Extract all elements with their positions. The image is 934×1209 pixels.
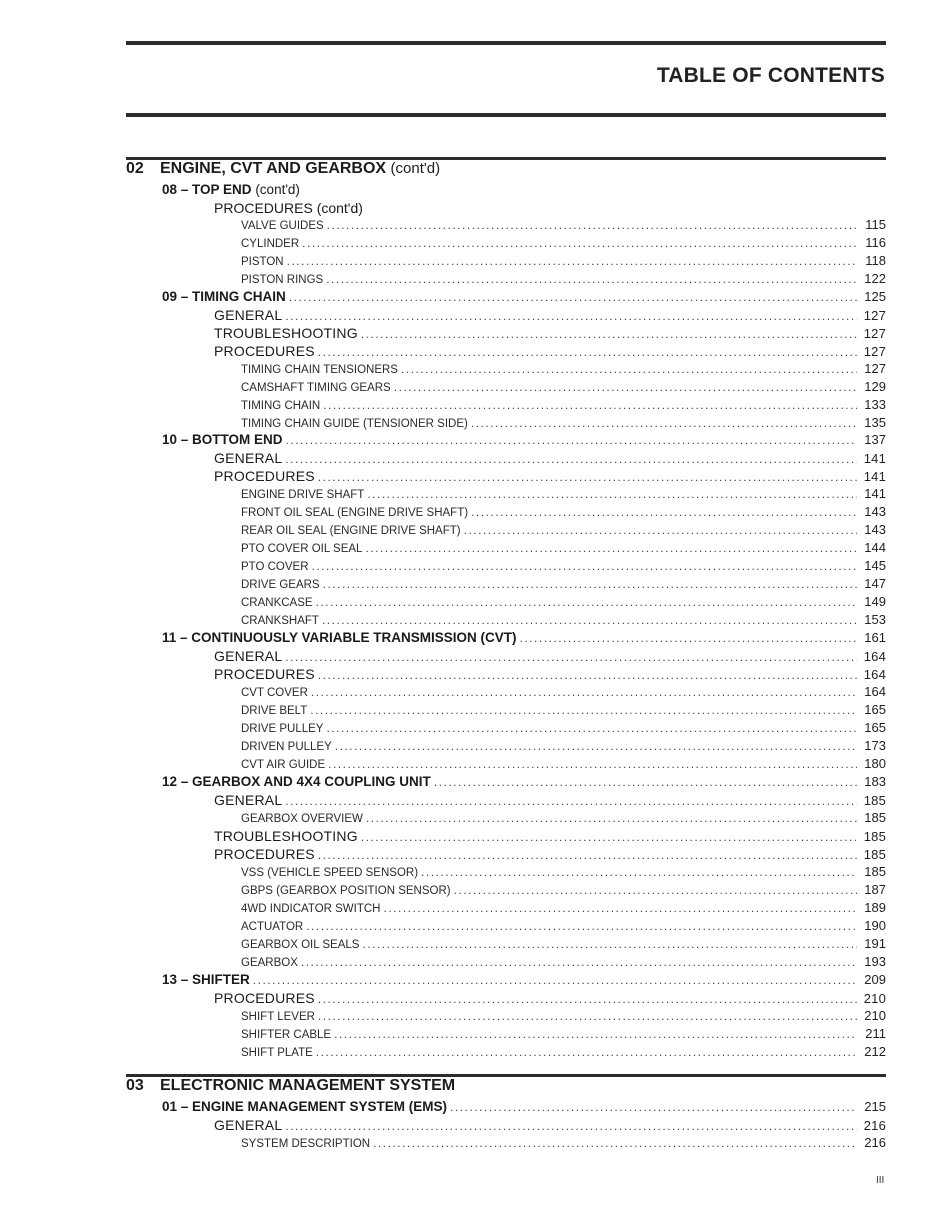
toc-entry-title: CYLINDER <box>241 238 300 250</box>
toc-entry-page: 127 <box>863 326 886 341</box>
page-title: TABLE OF CONTENTS <box>656 64 885 87</box>
toc-entry-page: 129 <box>864 379 886 394</box>
dot-leader <box>285 650 857 664</box>
toc-entry[interactable] <box>241 702 886 717</box>
section-number: 02 <box>126 160 144 177</box>
toc-entry-title: PROCEDURES <box>214 990 315 1006</box>
section-number: 03 <box>126 1077 144 1094</box>
dot-leader <box>316 1045 857 1059</box>
toc-entry-title: 09 – TIMING CHAIN <box>162 289 286 304</box>
toc-entry-title: GEARBOX <box>241 957 298 969</box>
toc-entry-page: 185 <box>863 793 886 808</box>
chapter-title: 08 – TOP END <box>162 182 252 197</box>
toc-entry-page: 125 <box>864 289 886 304</box>
toc-entry-title: SHIFT LEVER <box>241 1011 315 1023</box>
dot-leader <box>286 433 857 447</box>
toc-entry-title: PTO COVER <box>241 561 309 573</box>
toc-entry-page: 133 <box>864 397 886 412</box>
section-title: ELECTRONIC MANAGEMENT SYSTEM <box>160 1077 456 1094</box>
toc-entry-title: PROCEDURES <box>214 846 315 862</box>
toc-entry[interactable] <box>162 1099 886 1114</box>
toc-entry-title: PISTON RINGS <box>241 274 324 286</box>
section-cont: (cont'd) <box>390 160 441 177</box>
dot-leader <box>318 470 857 484</box>
toc-entry-page: 143 <box>864 522 886 537</box>
dot-leader <box>361 327 857 341</box>
toc-entry[interactable] <box>241 217 886 232</box>
toc-entry-title: GEARBOX OVERVIEW <box>241 813 363 825</box>
dot-leader <box>318 668 857 682</box>
toc-entry[interactable] <box>162 774 886 789</box>
toc-entry[interactable] <box>241 810 886 825</box>
dot-leader <box>311 685 857 699</box>
dot-leader <box>401 362 857 376</box>
toc-entry-title: TROUBLESHOOTING <box>214 325 358 341</box>
toc-entry-title: CRANKSHAFT <box>241 615 319 627</box>
dot-leader <box>316 595 857 609</box>
dot-leader <box>323 398 857 412</box>
toc-entry[interactable] <box>241 954 886 969</box>
dot-leader <box>318 345 857 359</box>
toc-entry[interactable] <box>241 738 886 753</box>
toc-entry[interactable] <box>241 576 886 591</box>
dot-leader <box>454 883 857 897</box>
toc-entry-page: 210 <box>864 1008 886 1023</box>
toc-entry-page: 189 <box>864 900 886 915</box>
toc-entry-page: 141 <box>864 486 886 501</box>
toc-entry-title: PTO COVER OIL SEAL <box>241 543 363 555</box>
toc-entry-page: 216 <box>864 1135 886 1150</box>
toc-entry[interactable] <box>241 1008 886 1023</box>
toc-entry[interactable] <box>241 882 886 897</box>
toc-entry[interactable] <box>241 936 886 951</box>
toc-entry-page: 118 <box>865 253 886 268</box>
dot-leader <box>306 919 857 933</box>
toc-entry[interactable] <box>241 918 886 933</box>
toc-entry[interactable] <box>214 846 886 862</box>
dot-leader <box>450 1100 857 1114</box>
toc-entry-page: 161 <box>864 630 886 645</box>
toc-entry-title: 01 – ENGINE MANAGEMENT SYSTEM (EMS) <box>162 1099 448 1114</box>
toc-entry-title: CAMSHAFT TIMING GEARS <box>241 382 391 394</box>
toc-entry-title: GEARBOX OIL SEALS <box>241 939 360 951</box>
dot-leader <box>287 254 857 268</box>
dot-leader <box>384 901 858 915</box>
toc-entry-page: 185 <box>864 810 886 825</box>
toc-entry-title: GENERAL <box>214 792 283 808</box>
dot-leader <box>421 865 857 879</box>
toc-entry-page: 127 <box>863 344 886 359</box>
toc-entry-page: 143 <box>864 504 886 519</box>
toc-entry[interactable] <box>214 990 886 1006</box>
toc-entry-page: 147 <box>864 576 886 591</box>
toc-entry[interactable] <box>214 307 886 323</box>
toc-entry-title: GENERAL <box>214 1117 283 1133</box>
toc-entry-title: DRIVE BELT <box>241 705 308 717</box>
toc-entry-title: TIMING CHAIN GUIDE (TENSIONER SIDE) <box>241 418 468 430</box>
dot-leader <box>322 613 857 627</box>
toc-entry-title: PISTON <box>241 256 284 268</box>
toc-entry[interactable] <box>162 630 886 645</box>
toc-entry-title: GENERAL <box>214 307 283 323</box>
toc-entry-title: ACTUATOR <box>241 921 304 933</box>
toc-entry-title: DRIVE GEARS <box>241 579 320 591</box>
subheading-cont: (cont'd) <box>316 200 363 216</box>
page-number: III <box>876 1175 885 1186</box>
toc-entry-page: 122 <box>864 271 886 286</box>
dot-leader <box>520 631 857 645</box>
dot-leader <box>326 721 857 735</box>
chapter-top-end[interactable] <box>162 182 300 197</box>
toc-entry-page: 190 <box>864 918 886 933</box>
toc-entry-title: ENGINE DRIVE SHAFT <box>241 489 365 501</box>
toc-entry-page: 141 <box>863 469 886 484</box>
toc-entry-title: PROCEDURES <box>214 666 315 682</box>
section-03-heading <box>126 1077 455 1095</box>
dot-leader <box>394 380 857 394</box>
toc-entry-title: PROCEDURES <box>214 343 315 359</box>
toc-entry-title: GBPS (GEARBOX POSITION SENSOR) <box>241 885 451 897</box>
toc-entry-title: CVT AIR GUIDE <box>241 759 326 771</box>
toc-entry-page: 193 <box>864 954 886 969</box>
dot-leader <box>471 416 857 430</box>
toc-entry-title: VSS (VEHICLE SPEED SENSOR) <box>241 867 419 879</box>
toc-entry-title: DRIVEN PULLEY <box>241 741 332 753</box>
toc-entry[interactable] <box>241 864 886 879</box>
toc-entry-page: 216 <box>863 1118 886 1133</box>
toc-entry-page: 215 <box>864 1099 886 1114</box>
toc-entry[interactable] <box>214 343 886 359</box>
toc-entry-title: 11 – CONTINUOUSLY VARIABLE TRANSMISSION (CVT) <box>162 630 517 645</box>
dot-leader <box>335 739 857 753</box>
toc-entry-page: 116 <box>865 235 886 250</box>
toc-entry[interactable] <box>214 450 886 466</box>
toc-entry-title: 13 – SHIFTER <box>162 972 250 987</box>
toc-entry-page: 173 <box>864 738 886 753</box>
toc-entry-page: 185 <box>863 847 886 862</box>
toc-entry-page: 212 <box>864 1044 886 1059</box>
toc-entry[interactable] <box>162 289 886 304</box>
top-rule <box>126 41 886 45</box>
toc-entry[interactable] <box>241 558 886 573</box>
dot-leader <box>285 1119 857 1133</box>
toc-entry-page: 164 <box>864 684 886 699</box>
toc-entry-title: SHIFTER CABLE <box>241 1029 332 1041</box>
toc-entry-page: 209 <box>864 972 886 987</box>
toc-entry-page: 180 <box>864 756 886 771</box>
toc-entry-page: 115 <box>865 217 886 232</box>
toc-entry-title: PROCEDURES <box>214 468 315 484</box>
toc-entry-page: 164 <box>863 649 886 664</box>
dot-leader <box>253 973 857 987</box>
toc-entry-page: 183 <box>864 774 886 789</box>
dot-leader <box>471 505 857 519</box>
toc-entry-page: 211 <box>865 1026 886 1041</box>
toc-entry-title: CRANKCASE <box>241 597 313 609</box>
chapter-cont: (cont'd) <box>255 182 300 197</box>
toc-entry-title: SYSTEM DESCRIPTION <box>241 1138 371 1150</box>
dot-leader <box>285 794 857 808</box>
toc-entry-title: GENERAL <box>214 648 283 664</box>
toc-entry[interactable] <box>214 828 886 844</box>
toc-entry-title: 12 – GEARBOX AND 4X4 COUPLING UNIT <box>162 774 431 789</box>
toc-entry[interactable] <box>241 235 886 250</box>
toc-entry-title: DRIVE PULLEY <box>241 723 324 735</box>
dot-leader <box>301 955 857 969</box>
dot-leader <box>318 848 857 862</box>
toc-entry-page: 144 <box>864 540 886 555</box>
subheading-label: PROCEDURES <box>214 200 313 216</box>
toc-entry-page: 153 <box>864 612 886 627</box>
toc-entry-page: 145 <box>864 558 886 573</box>
dot-leader <box>362 937 857 951</box>
toc-entry[interactable] <box>241 361 886 376</box>
dot-leader <box>289 290 857 304</box>
toc-entry[interactable] <box>241 1135 886 1150</box>
toc-entry[interactable] <box>214 648 886 664</box>
toc-entry[interactable] <box>214 325 886 341</box>
toc-entry[interactable] <box>241 253 886 268</box>
toc-entry-page: 191 <box>864 936 886 951</box>
toc-entry[interactable] <box>241 1026 886 1041</box>
toc-entry-title: REAR OIL SEAL (ENGINE DRIVE SHAFT) <box>241 525 461 537</box>
toc-entry-title: CVT COVER <box>241 687 308 699</box>
dot-leader <box>285 452 857 466</box>
toc-entry[interactable] <box>241 720 886 735</box>
toc-entry-title: 4WD INDICATOR SWITCH <box>241 903 381 915</box>
toc-entry-page: 137 <box>864 432 886 447</box>
toc-entry-title: TIMING CHAIN <box>241 400 321 412</box>
toc-entry-title: TIMING CHAIN TENSIONERS <box>241 364 398 376</box>
dot-leader <box>361 830 857 844</box>
dot-leader <box>464 523 857 537</box>
toc-entry-page: 149 <box>864 594 886 609</box>
toc-entry-page: 185 <box>864 864 886 879</box>
dot-leader <box>318 1009 857 1023</box>
dot-leader <box>326 272 857 286</box>
toc-entry-page: 187 <box>864 882 886 897</box>
toc-entry-page: 165 <box>864 720 886 735</box>
dot-leader <box>366 811 857 825</box>
toc-entry-title: GENERAL <box>214 450 283 466</box>
toc-entry[interactable] <box>241 379 886 394</box>
toc-entry[interactable] <box>214 468 886 484</box>
toc-entry[interactable] <box>162 972 886 987</box>
section-title: ENGINE, CVT AND GEARBOX <box>160 160 387 177</box>
toc-entry-page: 185 <box>863 829 886 844</box>
dot-leader <box>302 236 857 250</box>
toc-entry-page: 210 <box>863 991 886 1006</box>
toc-entry-page: 135 <box>864 415 886 430</box>
toc-entry-title: 10 – BOTTOM END <box>162 432 283 447</box>
toc-entry[interactable] <box>241 522 886 537</box>
toc-entry[interactable] <box>241 486 886 501</box>
toc-entry[interactable] <box>241 900 886 915</box>
dot-leader <box>367 487 857 501</box>
toc-entry[interactable] <box>241 684 886 699</box>
dot-leader <box>312 559 857 573</box>
toc-entry[interactable] <box>241 415 886 430</box>
toc-entry-title: FRONT OIL SEAL (ENGINE DRIVE SHAFT) <box>241 507 469 519</box>
dot-leader <box>327 218 857 232</box>
toc-entry-page: 164 <box>863 667 886 682</box>
toc-entry[interactable] <box>241 397 886 412</box>
toc-entry[interactable] <box>241 540 886 555</box>
dot-leader <box>365 541 857 555</box>
toc-entry[interactable] <box>241 504 886 519</box>
toc-entry[interactable] <box>241 756 886 771</box>
toc-entry[interactable] <box>241 1044 886 1059</box>
dot-leader <box>318 992 857 1006</box>
toc-entry-page: 165 <box>864 702 886 717</box>
toc-entry-page: 141 <box>863 451 886 466</box>
toc-entry-page: 127 <box>863 308 886 323</box>
subheading-procedures[interactable] <box>214 200 363 216</box>
toc-entry[interactable] <box>241 612 886 627</box>
toc-entry[interactable] <box>241 271 886 286</box>
title-rule <box>126 113 886 117</box>
dot-leader <box>334 1027 857 1041</box>
dot-leader <box>434 775 857 789</box>
toc-entry-page: 127 <box>864 361 886 376</box>
toc-entry-title: SHIFT PLATE <box>241 1047 313 1059</box>
toc-entry[interactable] <box>214 666 886 682</box>
dot-leader <box>323 577 857 591</box>
dot-leader <box>328 757 857 771</box>
dot-leader <box>285 309 857 323</box>
toc-entry-title: VALVE GUIDES <box>241 220 324 232</box>
dot-leader <box>373 1136 857 1150</box>
dot-leader <box>310 703 857 717</box>
section-02-heading <box>126 160 440 178</box>
toc-entry[interactable] <box>241 594 886 609</box>
toc-entry-title: TROUBLESHOOTING <box>214 828 358 844</box>
toc-entry[interactable] <box>162 432 886 447</box>
toc-entry[interactable] <box>214 1117 886 1133</box>
toc-entry[interactable] <box>214 792 886 808</box>
